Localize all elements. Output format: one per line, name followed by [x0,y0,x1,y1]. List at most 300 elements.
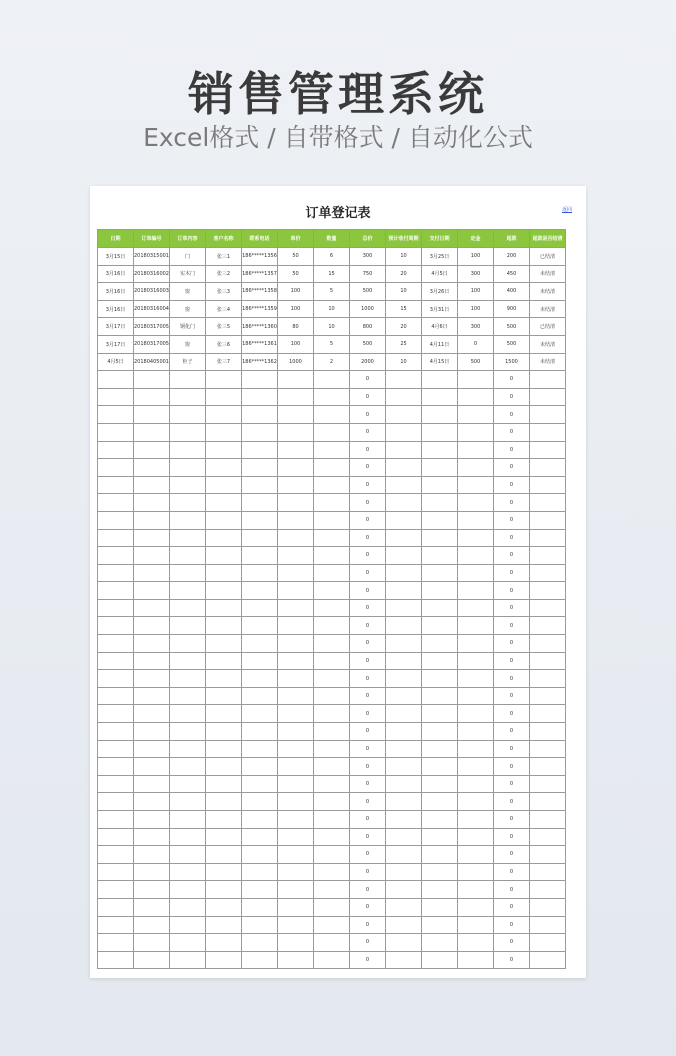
table-cell[interactable]: 10 [386,248,422,266]
table-cell[interactable]: 20180316004 [134,300,170,318]
table-cell[interactable] [458,793,494,811]
table-cell[interactable] [458,898,494,916]
table-cell[interactable] [278,529,314,547]
table-cell[interactable]: 0 [350,406,386,424]
table-cell[interactable] [134,828,170,846]
table-cell[interactable] [530,617,566,635]
table-cell[interactable]: 3月16日 [98,265,134,283]
table-cell[interactable] [278,670,314,688]
table-cell[interactable] [386,951,422,969]
table-cell[interactable]: 0 [350,423,386,441]
table-cell[interactable] [206,687,242,705]
table-cell[interactable]: 500 [350,283,386,301]
table-cell[interactable] [206,916,242,934]
table-cell[interactable]: 100 [278,300,314,318]
table-cell[interactable] [98,529,134,547]
table-cell[interactable] [422,881,458,899]
table-cell[interactable]: 186*****1362 [242,353,278,371]
table-cell[interactable] [98,494,134,512]
table-cell[interactable]: 4月11日 [422,335,458,353]
return-link[interactable]: 返回 [561,207,572,213]
table-cell[interactable]: 0 [350,652,386,670]
table-cell[interactable]: 20180317005 [134,335,170,353]
table-cell[interactable]: 4月5日 [422,265,458,283]
table-cell[interactable] [170,423,206,441]
table-cell[interactable] [314,529,350,547]
table-cell[interactable] [530,898,566,916]
table-cell[interactable]: 10 [314,318,350,336]
table-cell[interactable]: 0 [494,951,530,969]
table-cell[interactable]: 0 [350,670,386,688]
table-cell[interactable] [278,564,314,582]
table-cell[interactable] [206,934,242,952]
table-cell[interactable]: 186*****1357 [242,265,278,283]
table-cell[interactable] [170,916,206,934]
table-cell[interactable] [242,441,278,459]
table-cell[interactable]: 实木门 [170,265,206,283]
table-cell[interactable] [134,494,170,512]
table-cell[interactable] [278,476,314,494]
table-cell[interactable]: 800 [350,318,386,336]
table-cell[interactable] [422,635,458,653]
table-cell[interactable] [422,670,458,688]
table-cell[interactable] [458,476,494,494]
table-cell[interactable] [134,881,170,899]
table-cell[interactable] [242,617,278,635]
table-cell[interactable] [170,494,206,512]
table-cell[interactable]: 0 [350,388,386,406]
table-cell[interactable] [278,388,314,406]
table-cell[interactable] [98,846,134,864]
table-cell[interactable] [458,423,494,441]
table-cell[interactable] [278,511,314,529]
table-cell[interactable] [242,511,278,529]
table-cell[interactable] [530,687,566,705]
table-cell[interactable] [530,670,566,688]
table-cell[interactable] [458,916,494,934]
table-cell[interactable] [386,758,422,776]
table-cell[interactable] [242,494,278,512]
table-cell[interactable] [314,811,350,829]
table-cell[interactable]: 3月17日 [98,318,134,336]
table-cell[interactable] [170,635,206,653]
table-cell[interactable] [206,881,242,899]
table-cell[interactable]: 0 [350,511,386,529]
table-cell[interactable] [530,828,566,846]
table-cell[interactable] [530,723,566,741]
table-cell[interactable] [170,547,206,565]
table-cell[interactable] [242,547,278,565]
table-cell[interactable]: 0 [494,828,530,846]
table-cell[interactable] [206,652,242,670]
table-cell[interactable] [98,670,134,688]
table-cell[interactable] [170,564,206,582]
table-cell[interactable]: 5 [314,283,350,301]
table-cell[interactable]: 300 [458,265,494,283]
table-cell[interactable]: 750 [350,265,386,283]
table-cell[interactable] [98,811,134,829]
table-cell[interactable]: 门 [170,248,206,266]
table-cell[interactable] [278,617,314,635]
table-cell[interactable]: 100 [458,248,494,266]
table-cell[interactable] [242,582,278,600]
table-cell[interactable]: 20180316003 [134,283,170,301]
table-cell[interactable] [278,441,314,459]
table-cell[interactable] [242,459,278,477]
table-cell[interactable]: 500 [350,335,386,353]
table-cell[interactable] [242,934,278,952]
table-cell[interactable] [98,863,134,881]
table-cell[interactable] [278,758,314,776]
table-cell[interactable] [422,441,458,459]
table-cell[interactable] [206,388,242,406]
table-cell[interactable]: 0 [350,564,386,582]
table-cell[interactable]: 0 [494,652,530,670]
table-cell[interactable]: 0 [494,846,530,864]
table-cell[interactable] [422,934,458,952]
table-cell[interactable]: 0 [494,670,530,688]
table-cell[interactable] [530,811,566,829]
table-cell[interactable]: 0 [494,406,530,424]
table-cell[interactable]: 0 [350,811,386,829]
table-cell[interactable]: 50 [278,265,314,283]
table-cell[interactable] [314,793,350,811]
table-cell[interactable]: 0 [350,476,386,494]
table-cell[interactable]: 5 [314,335,350,353]
table-cell[interactable]: 0 [350,494,386,512]
table-cell[interactable] [386,881,422,899]
table-cell[interactable] [170,687,206,705]
table-cell[interactable] [242,406,278,424]
table-cell[interactable] [206,670,242,688]
table-cell[interactable] [170,934,206,952]
table-cell[interactable]: 0 [350,441,386,459]
table-cell[interactable] [386,476,422,494]
table-cell[interactable] [170,599,206,617]
table-cell[interactable] [98,898,134,916]
table-cell[interactable] [386,617,422,635]
table-cell[interactable]: 0 [350,371,386,389]
table-cell[interactable] [242,476,278,494]
table-cell[interactable] [98,511,134,529]
table-cell[interactable] [314,476,350,494]
table-cell[interactable] [170,371,206,389]
table-cell[interactable] [242,951,278,969]
table-cell[interactable] [314,564,350,582]
table-cell[interactable] [134,863,170,881]
table-cell[interactable] [278,916,314,934]
table-cell[interactable] [422,459,458,477]
table-cell[interactable] [206,459,242,477]
table-cell[interactable] [314,547,350,565]
table-cell[interactable] [458,441,494,459]
table-cell[interactable] [170,617,206,635]
table-cell[interactable] [206,617,242,635]
table-cell[interactable] [530,423,566,441]
table-cell[interactable] [134,388,170,406]
table-cell[interactable] [98,406,134,424]
table-cell[interactable]: 0 [350,898,386,916]
table-cell[interactable] [134,599,170,617]
table-cell[interactable] [134,846,170,864]
table-cell[interactable] [134,564,170,582]
table-cell[interactable] [314,494,350,512]
table-cell[interactable] [134,652,170,670]
table-cell[interactable] [422,898,458,916]
table-cell[interactable] [458,652,494,670]
table-cell[interactable]: 0 [350,617,386,635]
table-cell[interactable] [530,740,566,758]
table-cell[interactable] [98,617,134,635]
table-cell[interactable] [386,371,422,389]
table-cell[interactable]: 186*****1358 [242,283,278,301]
table-cell[interactable] [278,898,314,916]
table-cell[interactable] [314,388,350,406]
table-cell[interactable]: 未结清 [530,335,566,353]
table-cell[interactable]: 0 [350,687,386,705]
table-cell[interactable]: 3月15日 [98,248,134,266]
table-cell[interactable]: 0 [350,459,386,477]
table-cell[interactable] [98,951,134,969]
table-cell[interactable] [98,459,134,477]
table-cell[interactable]: 窗 [170,283,206,301]
table-cell[interactable] [386,898,422,916]
table-cell[interactable] [278,423,314,441]
table-cell[interactable]: 20 [386,318,422,336]
table-cell[interactable] [530,846,566,864]
table-cell[interactable]: 0 [350,775,386,793]
table-cell[interactable]: 张三2 [206,265,242,283]
table-cell[interactable] [530,951,566,969]
table-cell[interactable] [134,723,170,741]
table-cell[interactable]: 0 [350,846,386,864]
table-cell[interactable] [278,740,314,758]
table-cell[interactable]: 0 [350,582,386,600]
table-cell[interactable] [458,388,494,406]
table-cell[interactable] [530,547,566,565]
table-cell[interactable] [458,564,494,582]
table-cell[interactable]: 0 [350,758,386,776]
table-cell[interactable]: 900 [494,300,530,318]
table-cell[interactable]: 15 [386,300,422,318]
table-cell[interactable] [314,775,350,793]
table-cell[interactable] [98,934,134,952]
table-cell[interactable] [98,388,134,406]
table-cell[interactable] [98,564,134,582]
table-cell[interactable]: 0 [350,863,386,881]
table-cell[interactable]: 3月31日 [422,300,458,318]
table-cell[interactable] [386,441,422,459]
table-cell[interactable]: 400 [494,283,530,301]
table-cell[interactable] [98,599,134,617]
table-cell[interactable] [530,564,566,582]
table-cell[interactable] [134,459,170,477]
table-cell[interactable] [242,652,278,670]
table-cell[interactable] [134,793,170,811]
table-cell[interactable] [422,371,458,389]
table-cell[interactable] [530,582,566,600]
table-cell[interactable] [242,635,278,653]
table-cell[interactable] [314,423,350,441]
table-cell[interactable] [98,547,134,565]
table-cell[interactable] [314,635,350,653]
table-cell[interactable] [134,529,170,547]
table-cell[interactable]: 0 [494,740,530,758]
table-cell[interactable]: 4月5日 [98,353,134,371]
table-cell[interactable]: 0 [494,459,530,477]
table-cell[interactable] [278,371,314,389]
table-cell[interactable] [386,494,422,512]
table-cell[interactable]: 1000 [278,353,314,371]
table-cell[interactable] [530,511,566,529]
table-cell[interactable] [242,723,278,741]
table-cell[interactable] [458,863,494,881]
table-cell[interactable] [206,723,242,741]
table-cell[interactable] [422,529,458,547]
table-cell[interactable] [98,652,134,670]
table-cell[interactable] [278,459,314,477]
table-cell[interactable]: 0 [494,371,530,389]
table-cell[interactable] [170,898,206,916]
table-cell[interactable] [278,582,314,600]
table-cell[interactable] [170,652,206,670]
table-cell[interactable] [134,811,170,829]
table-cell[interactable]: 0 [350,547,386,565]
table-cell[interactable] [530,863,566,881]
table-cell[interactable]: 3月16日 [98,283,134,301]
table-cell[interactable] [98,705,134,723]
table-cell[interactable]: 0 [494,599,530,617]
table-cell[interactable] [314,406,350,424]
table-cell[interactable] [386,828,422,846]
table-cell[interactable] [278,846,314,864]
table-cell[interactable]: 3月16日 [98,300,134,318]
table-cell[interactable] [98,723,134,741]
table-cell[interactable] [170,388,206,406]
table-cell[interactable]: 0 [494,511,530,529]
table-cell[interactable] [422,705,458,723]
table-cell[interactable] [458,881,494,899]
table-cell[interactable] [170,459,206,477]
table-cell[interactable] [422,828,458,846]
table-cell[interactable] [386,934,422,952]
table-cell[interactable]: 20180316002 [134,265,170,283]
table-cell[interactable]: 0 [494,934,530,952]
table-cell[interactable]: 20 [386,265,422,283]
table-cell[interactable] [206,511,242,529]
table-cell[interactable]: 186*****1361 [242,335,278,353]
table-cell[interactable] [314,846,350,864]
table-cell[interactable] [242,828,278,846]
table-cell[interactable] [170,723,206,741]
table-cell[interactable]: 20180405001 [134,353,170,371]
table-cell[interactable] [170,758,206,776]
table-cell[interactable] [170,846,206,864]
table-cell[interactable] [242,898,278,916]
table-cell[interactable]: 0 [494,705,530,723]
table-cell[interactable] [170,775,206,793]
table-cell[interactable] [530,758,566,776]
table-cell[interactable] [530,406,566,424]
table-cell[interactable]: 0 [350,881,386,899]
table-cell[interactable]: 0 [494,564,530,582]
table-cell[interactable] [458,459,494,477]
table-cell[interactable] [206,828,242,846]
table-cell[interactable] [386,529,422,547]
table-cell[interactable]: 0 [350,529,386,547]
table-cell[interactable] [98,793,134,811]
table-cell[interactable] [170,406,206,424]
table-cell[interactable] [170,670,206,688]
table-cell[interactable] [422,793,458,811]
table-cell[interactable]: 已结清 [530,318,566,336]
table-cell[interactable]: 0 [458,335,494,353]
table-cell[interactable] [314,599,350,617]
table-cell[interactable] [386,705,422,723]
table-cell[interactable] [170,740,206,758]
table-cell[interactable] [386,775,422,793]
table-cell[interactable] [530,529,566,547]
table-cell[interactable] [458,599,494,617]
table-cell[interactable]: 0 [494,582,530,600]
table-cell[interactable] [422,775,458,793]
table-cell[interactable] [422,582,458,600]
table-cell[interactable]: 3月26日 [422,283,458,301]
table-cell[interactable]: 186*****1359 [242,300,278,318]
table-cell[interactable] [206,863,242,881]
table-cell[interactable]: 0 [350,740,386,758]
table-cell[interactable]: 2 [314,353,350,371]
table-cell[interactable] [530,459,566,477]
table-cell[interactable] [206,371,242,389]
table-cell[interactable] [422,740,458,758]
table-cell[interactable] [278,494,314,512]
table-cell[interactable] [530,705,566,723]
table-cell[interactable] [386,652,422,670]
table-cell[interactable] [170,951,206,969]
table-cell[interactable] [458,371,494,389]
table-cell[interactable] [242,881,278,899]
table-cell[interactable] [422,423,458,441]
table-cell[interactable]: 15 [314,265,350,283]
table-cell[interactable] [242,916,278,934]
table-cell[interactable] [422,916,458,934]
table-cell[interactable] [314,951,350,969]
table-cell[interactable] [386,687,422,705]
table-cell[interactable] [314,934,350,952]
table-cell[interactable]: 已结清 [530,248,566,266]
table-cell[interactable] [314,863,350,881]
table-cell[interactable]: 张三3 [206,283,242,301]
table-cell[interactable] [278,793,314,811]
table-cell[interactable] [530,476,566,494]
table-cell[interactable] [170,705,206,723]
table-cell[interactable] [242,863,278,881]
table-cell[interactable] [530,934,566,952]
table-cell[interactable]: 4月15日 [422,353,458,371]
table-cell[interactable] [98,740,134,758]
table-cell[interactable] [206,898,242,916]
table-cell[interactable] [206,441,242,459]
table-cell[interactable] [98,828,134,846]
table-cell[interactable] [422,951,458,969]
table-cell[interactable] [134,423,170,441]
table-cell[interactable] [278,652,314,670]
table-cell[interactable] [134,406,170,424]
table-cell[interactable] [530,441,566,459]
table-cell[interactable]: 张三6 [206,335,242,353]
table-cell[interactable]: 0 [494,547,530,565]
